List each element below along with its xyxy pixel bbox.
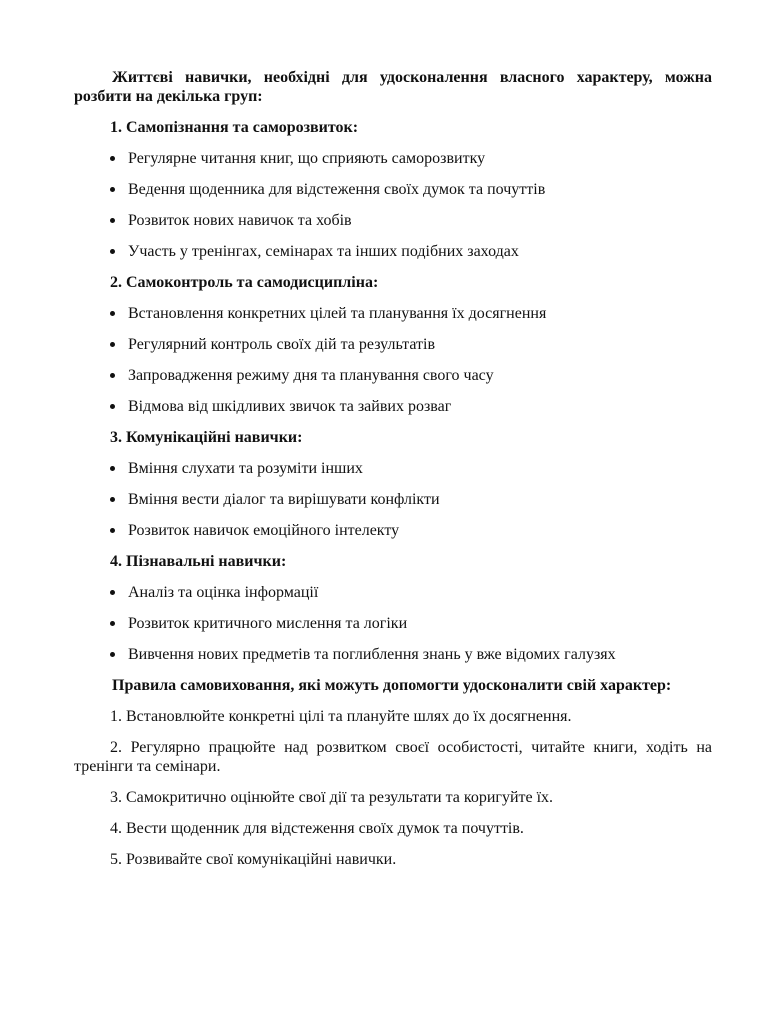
bullet-icon <box>110 590 115 595</box>
list-item-text: Вміння вести діалог та вирішувати конфлікти <box>128 491 440 508</box>
list-item-text: Регулярний контроль своїх дій та результатів <box>128 336 436 353</box>
rules-heading: Правила самовиховання, які можуть допомогти удосконалити свій характер: <box>112 677 672 694</box>
bullet-icon <box>110 404 115 409</box>
list-item-text: Ведення щоденника для відстеження своїх думок та почуттів <box>128 181 546 198</box>
list-item-text: Розвиток критичного мислення та логіки <box>128 615 408 632</box>
list-item-text: Запровадження режиму дня та планування свого часу <box>128 367 494 384</box>
bullet-icon <box>110 652 115 657</box>
list-item-text: Вивчення нових предметів та поглиблення знань у вже відомих галузях <box>128 646 616 663</box>
bullet-icon <box>110 156 115 161</box>
rules-list <box>74 707 712 869</box>
list-item <box>74 335 712 354</box>
list-item <box>74 459 712 478</box>
bullet-list <box>74 149 712 261</box>
bullet-list <box>74 583 712 664</box>
rule-item: 4. Вести щоденник для відстеження своїх думок та почуттів. <box>110 820 524 837</box>
bullet-icon <box>110 373 115 378</box>
list-item <box>74 366 712 385</box>
bullet-icon <box>110 311 115 316</box>
list-item-text: Розвиток навичок емоційного інтелекту <box>128 522 400 539</box>
list-item-text: Відмова від шкідливих звичок та зайвих розваг <box>128 398 452 415</box>
intro-paragraph: Життєві навички, необхідні для удосконалення власного характеру, можна розбити на декілька груп: <box>74 69 712 105</box>
list-item <box>74 645 712 664</box>
bullet-icon <box>110 528 115 533</box>
bullet-icon <box>110 187 115 192</box>
list-item <box>74 304 712 323</box>
list-item-text: Регулярне читання книг, що сприяють саморозвитку <box>128 150 486 167</box>
list-item-text: Встановлення конкретних цілей та планування їх досягнення <box>128 305 547 322</box>
rule-item: 3. Самокритично оцінюйте свої дії та результати та коригуйте їх. <box>110 789 554 806</box>
bullet-icon <box>110 497 115 502</box>
group-heading: 2. Самоконтроль та самодисципліна: <box>110 274 379 291</box>
list-item <box>74 397 712 416</box>
group-heading: 4. Пізнавальні навички: <box>110 553 287 570</box>
list-item <box>74 614 712 633</box>
bullet-list <box>74 304 712 416</box>
rule-item: 2. Регулярно працюйте над розвитком своєї особистості, читайте книги, ходіть на тренінги та семінари. <box>74 739 712 775</box>
rule-item: 1. Встановлюйте конкретні цілі та плануйте шлях до їх досягнення. <box>110 708 572 725</box>
bullet-icon <box>110 249 115 254</box>
bullet-list <box>74 459 712 540</box>
group-heading: 3. Комунікаційні навички: <box>110 429 303 446</box>
list-item-text: Участь у тренінгах, семінарах та інших подібних заходах <box>128 243 519 260</box>
bullet-icon <box>110 218 115 223</box>
list-item-text: Аналіз та оцінка інформації <box>128 584 319 601</box>
list-item-text: Розвиток нових навичок та хобів <box>128 212 352 229</box>
rule-item: 5. Розвивайте свої комунікаційні навички. <box>110 851 397 868</box>
list-item <box>74 211 712 230</box>
list-item <box>74 490 712 509</box>
list-item <box>74 521 712 540</box>
list-item <box>74 583 712 602</box>
bullet-icon <box>110 466 115 471</box>
group-heading: 1. Самопізнання та саморозвиток: <box>110 119 359 136</box>
list-item-text: Вміння слухати та розуміти інших <box>128 460 363 477</box>
bullet-icon <box>110 342 115 347</box>
bullet-icon <box>110 621 115 626</box>
list-item <box>74 149 712 168</box>
list-item <box>74 242 712 261</box>
list-item <box>74 180 712 199</box>
